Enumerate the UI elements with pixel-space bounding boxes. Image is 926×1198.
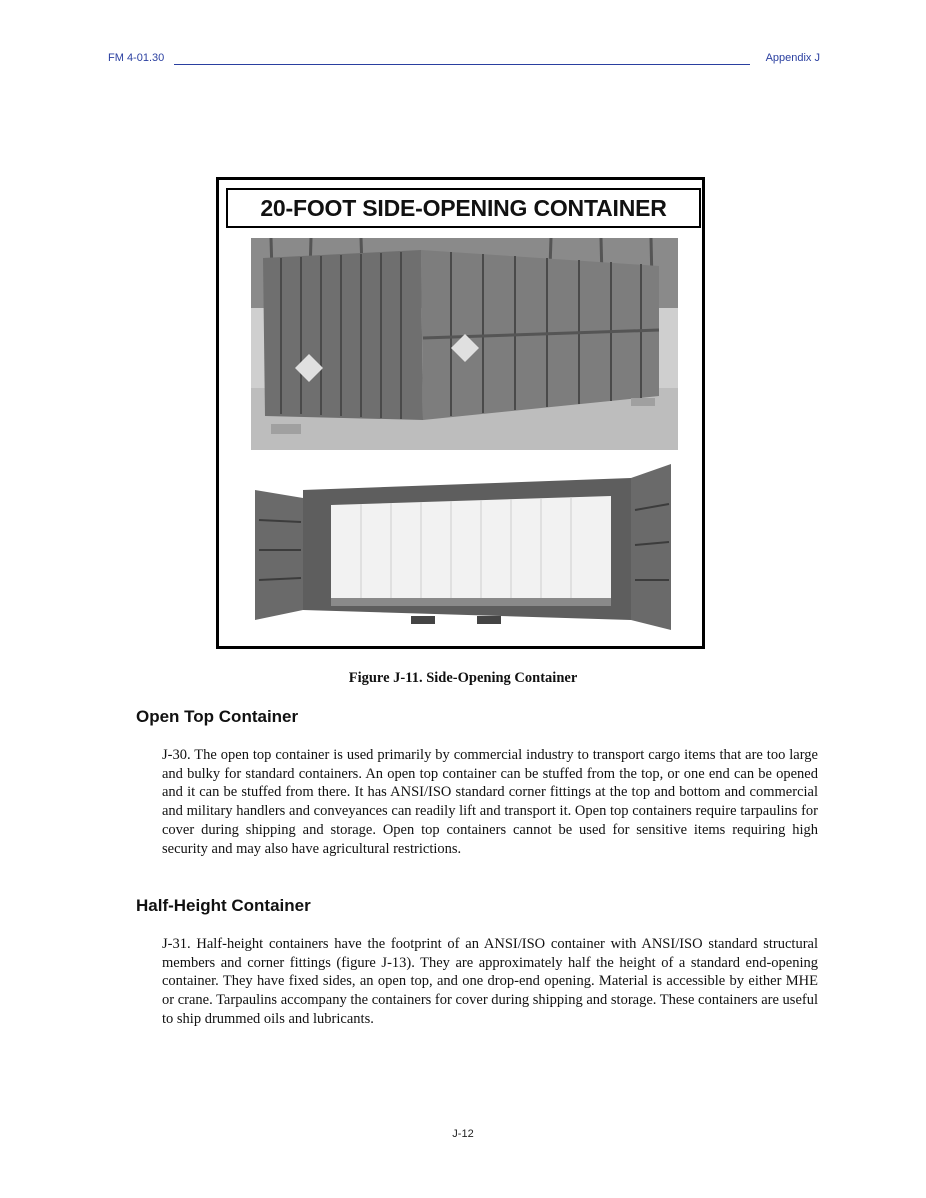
section-heading-open-top: Open Top Container [136, 707, 299, 726]
paragraph-j30: J-30. The open top container is used primarily by commercial industry to transport cargo items that are too large and bulky for standard containers. An open top container can be stuffed from the top, or one end can be opened and it can be stuffed from there. It has ANSI/ISO standard corner fittings at the top and bottom and commercial and military handlers and conveyances can readily lift and transport it. Open top containers require tarpaulins for cover during shipping and storage. Open top containers cannot be used for sensitive items requiring high security and may also have agricultural restrictions. [162, 747, 818, 857]
page-header [108, 52, 820, 68]
figure-caption: Figure J-11. Side-Opening Container [348, 670, 578, 686]
container-closed-photo [251, 238, 678, 450]
container-open-photo [251, 460, 678, 636]
section-heading-half-height: Half-Height Container [136, 896, 311, 915]
header-document-id: FM 4-01.30 [108, 52, 165, 64]
header-rule [174, 64, 750, 65]
paragraph-j31: J-31. Half-height containers have the footprint of an ANSI/ISO container with ANSI/ISO standard structural members and corner fittings (figure J-13). They are approximately half the height of a standard end-opening container. They have fixed sides, an open top, and one drop-end opening. Material is accessible by either MHE or crane. Tarpaulins accompany the containers for cover during shipping and storage. These containers are useful to ship drummed oils and lubricants. [162, 936, 818, 1027]
header-appendix: Appendix J [765, 52, 820, 64]
figure-frame [216, 177, 705, 649]
figure-title: 20-FOOT SIDE-OPENING CONTAINER [226, 188, 701, 228]
page-number: J-12 [452, 1128, 474, 1140]
